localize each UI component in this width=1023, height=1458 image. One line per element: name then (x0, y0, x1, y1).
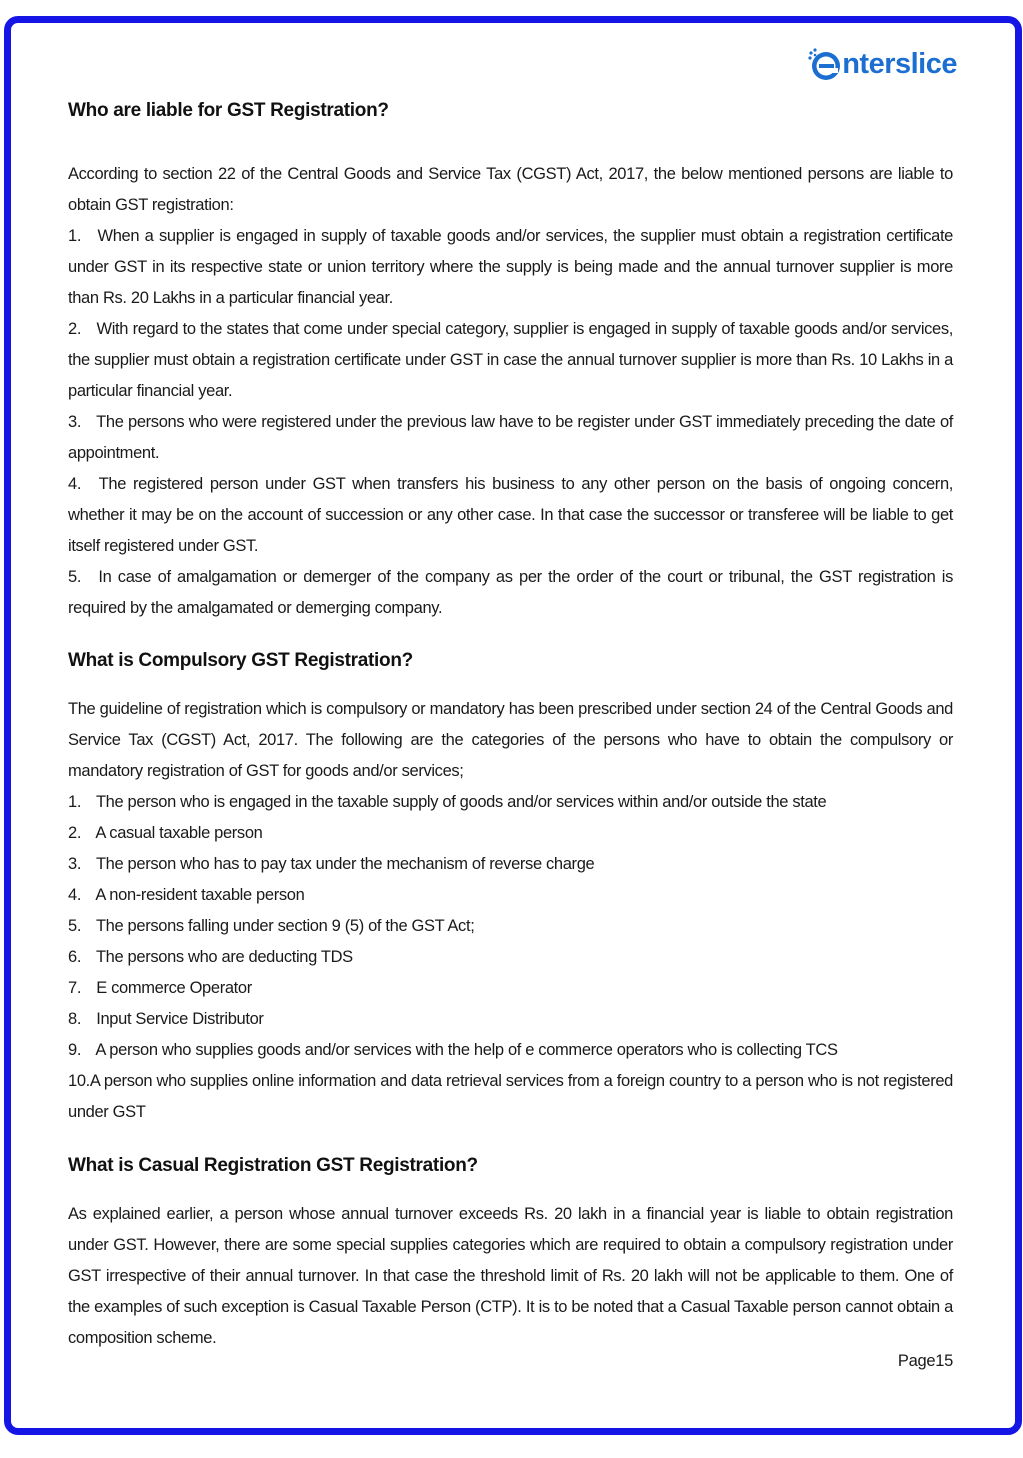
list-number: 7. (68, 979, 82, 997)
list-number: 5. (68, 568, 82, 586)
section-heading-casual: What is Casual Registration GST Registration? (68, 1155, 478, 1176)
list-item (68, 562, 953, 624)
list-text: With regard to the states that come under special category, supplier is engaged in supply of taxable goods and/or services, the supplier must obtain a registration certificate under GST in case the annual turnover supplier is more than Rs. 10 Lakhs in a particular financial year. (68, 320, 953, 400)
list-text: The registered person under GST when transfers his business to any other person on the basis of ongoing concern, whether it may be on the account of succession or any other case. In that case the successor or transferee will be liable to get itself registered under GST. (68, 475, 953, 555)
list-text: When a supplier is engaged in supply of taxable goods and/or services, the supplier must obtain a registration certificate under GST in its respective state or union territory where the supply is being made and the annual turnover supplier is more than Rs. 20 Lakhs in a particular financial year. (68, 227, 954, 307)
list-item (68, 1066, 953, 1128)
list-number: 1. (68, 793, 82, 811)
list-text: The person who is engaged in the taxable supply of goods and/or services within and/or outside the state (95, 793, 827, 811)
list-number: 4. (68, 886, 82, 904)
list-item (68, 880, 953, 911)
document-body (68, 100, 953, 1354)
enterslice-e-icon (807, 47, 841, 81)
list-item (68, 1004, 953, 1035)
list-text: In case of amalgamation or demerger of the company as per the order of the court or tribunal, the GST registration is required by the amalgamated or demerging company. (68, 568, 953, 617)
list-item (68, 469, 953, 562)
list-number: 2. (68, 320, 82, 338)
list-number: 2. (68, 824, 82, 842)
brand-logo (807, 44, 957, 84)
list-item (68, 221, 953, 314)
list-number: 9. (68, 1041, 82, 1059)
list-number: 1. (68, 227, 82, 245)
list-text: E commerce Operator (96, 979, 252, 997)
list-item (68, 407, 953, 469)
list-text: The persons who were registered under the previous law have to be register under GST immediately preceding the date of appointment. (68, 413, 953, 462)
list-item (68, 787, 953, 818)
list-item (68, 849, 953, 880)
list-item (68, 818, 953, 849)
list-text: A person who supplies online information and data retrieval services from a foreign country to a person who is not registered under GST (68, 1072, 953, 1121)
section-intro-casual: As explained earlier, a person whose annual turnover exceeds Rs. 20 lakh in a financial year is liable to obtain registration under GST. However, there are some special supplies categories which are required to obtain a compulsory registration under GST irrespective of their annual turnover. In that case the threshold limit of Rs. 20 lakh will not be applicable to them. One of the examples of such exception is Casual Taxable Person (CTP). It is to be noted that a Casual Taxable person cannot obtain a composition scheme. (68, 1205, 953, 1347)
list-number: 3. (68, 855, 82, 873)
list-text: The person who has to pay tax under the mechanism of reverse charge (95, 855, 595, 873)
section-intro-liable: According to section 22 of the Central Goods and Service Tax (CGST) Act, 2017, the below mentioned persons are liable to obtain GST registration: (68, 165, 953, 214)
section-heading-compulsory: What is Compulsory GST Registration? (68, 650, 413, 671)
list-item (68, 911, 953, 942)
list-number: 4. (68, 475, 82, 493)
list-text: Input Service Distributor (96, 1010, 264, 1028)
list-text: A person who supplies goods and/or services with the help of e commerce operators who is collecting TCS (95, 1041, 838, 1059)
brand-wordmark: nterslice (842, 48, 957, 80)
list-number: 8. (68, 1010, 82, 1028)
list-number: 3. (68, 413, 82, 431)
list-number: 10. (68, 1072, 90, 1090)
list-number: 6. (68, 948, 82, 966)
list-item (68, 1035, 953, 1066)
list-text: A casual taxable person (95, 824, 263, 842)
list-text: The persons who are deducting TDS (95, 948, 353, 966)
list-number: 5. (68, 917, 82, 935)
section-heading-liable: Who are liable for GST Registration? (68, 100, 389, 121)
list-text: The persons falling under section 9 (5) of the GST Act; (95, 917, 475, 935)
list-item (68, 314, 953, 407)
list-item (68, 942, 953, 973)
page-number: Page15 (897, 1352, 953, 1370)
section-intro-compulsory: The guideline of registration which is compulsory or mandatory has been prescribed under section 24 of the Central Goods and Service Tax (CGST) Act, 2017. The following are the categories of the persons who have to obtain the compulsory or mandatory registration of GST for goods and/or services; (68, 700, 953, 780)
list-item (68, 973, 953, 1004)
list-text: A non-resident taxable person (95, 886, 305, 904)
